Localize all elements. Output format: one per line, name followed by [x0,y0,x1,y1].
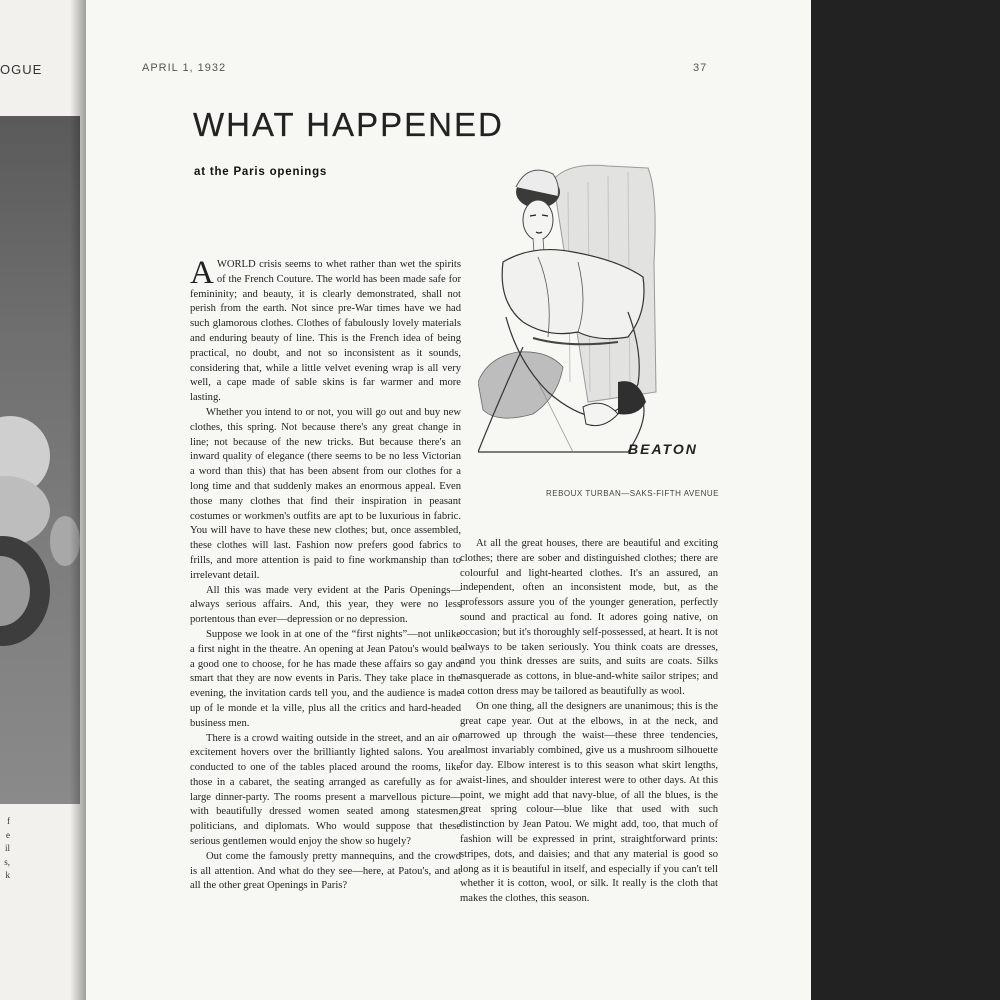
article-subtitle: at the Paris openings [194,166,328,178]
artist-signature: BEATON [628,441,698,457]
article-title: WHAT HAPPENED [193,106,504,143]
paragraph: There is a crowd waiting outside in the street, and an air of excitement hovers over the brilliantly lighted salons. You are conducted to one of the tables placed around the rooms, like those in a cabaret, the seating arranged as carefully as for a large dinner-party. The rooms present a marvellous picture—with beautifully dressed women seated among statesmen, politicians, and diplomats. Who would suppose that these serious gentlemen would enjoy the show so hugely? [190,732,461,848]
page-number: 37 [693,62,708,74]
text-column-right [460,537,718,907]
drop-cap: A [190,255,214,291]
paragraph: Suppose we look in at one of the “first nights”—not unlike a first night in the theatre. An opening at Jean Patou's would be a good one to choose, for he has made these affairs so gay and smart that they are now events in Paris. They take place in the evening, the invitation cards tell you, and the audience is made up of le monde et la ville, plus all the critics and hard-headed business men. [190,628,461,729]
left-caption-line: f [7,816,10,826]
left-caption-line: il [4,843,10,853]
left-page [0,0,86,1000]
left-page-photo [0,116,80,804]
left-caption-line: k [5,870,10,880]
page-gutter-shadow [70,0,86,1000]
left-page-caption [0,815,10,883]
paragraph: At all the great houses, there are beautiful and exciting clothes; there are sober and distinguished clothes; there are colourful and light-hearted clothes. It's an assured, an independent, often an inconsistent mode, but, as the professors assure you of the younger generation, perfectly sound and practical au fond. It adores going native, on occasion; but it's thoroughly self-possessed, at heart. It is not always to be taken seriously. You think coats are dresses, and you think dresses are suits, and suits are coats. Silks masquerade as cottons, in blue-and-white sailor stripes; and a cotton dress may be tailored as beautifully as wool. [460,538,718,697]
left-caption-line: e [6,829,10,840]
fashion-illustration [478,152,718,478]
paragraph: On one thing, all the designers are unanimous; this is the great cape year. Out at the elbows, in at the neck, and narrowed up through the waist—these three tendencies, almost invariably combined, give us a mushroom silhouette for day. Elbow interest is to this season what skirt lengths, waist-lines, and shoulder interest were to other days. At this point, we might add that navy-blue, of all the blues, is the great spring colour—blue like that used with such distinction by Jean Patou. We might add, too, that much of fashion will be expressed in print, straightforward prints: stripes, dots, and daisies; and that any material is good so long as it is beautiful in itself, and especially if you can't tell whether it is cotton, wool, or silk. It really is the cloth that makes the clothes, this season. [460,700,718,905]
paragraph [190,255,461,406]
issue-date: APRIL 1, 1932 [142,62,227,74]
right-page [86,0,811,1000]
illustration-caption: REBOUX TURBAN—SAKS-FIFTH AVENUE [545,489,719,498]
paragraph-text: WORLD crisis seems to whet rather than wet the spirits of the French Couture. The world has been made safe for femininity; and beauty, it is clearly demonstrated, shall not perish from the earth. Not since pre-War times have we had such glamorous clothes. Clothes of fabulously lovely materials and enduring beauty of line. This is the French idea of being practical, no doubt, and not so inconsistent as it sounds, considering that, while a little velvet evening wrap is all very well, a cape made of sable skins is far warmer and more lasting. [190,259,461,404]
background-edge [811,0,1000,1000]
left-caption-line: s, [4,856,10,867]
left-page-header: OGUE [0,62,43,77]
paragraph: Out come the famously pretty mannequins, and the crowd is all attention. And what do they see—here, at Patou's, and at all the other great Openings in Paris? [190,850,461,892]
paragraph: All this was made very evident at the Paris Openings—always serious affairs. And, this year, they were no less portentous than ever—depression or no depression. [190,584,461,626]
text-column-left [190,255,461,894]
paragraph: Whether you intend to or not, you will go out and buy new clothes, this spring. Not because there's any great change in line; not because of the new tricks. But because there's an inward quality of elegance (there seems to be no less Victorian a word than this) that has been absent from our clothes for a long time and that suddenly makes an enormous appeal. Even those many clothes that find their inspiration in peasant costumes or workmen's outfits are apt to be luxurious in fabric. You will have to have these new clothes; but, once assembled, these clothes will last. Fashion now prefers good fabrics to frills, and more attention is paid to fine workmanship than to irrelevant detail. [190,406,461,581]
